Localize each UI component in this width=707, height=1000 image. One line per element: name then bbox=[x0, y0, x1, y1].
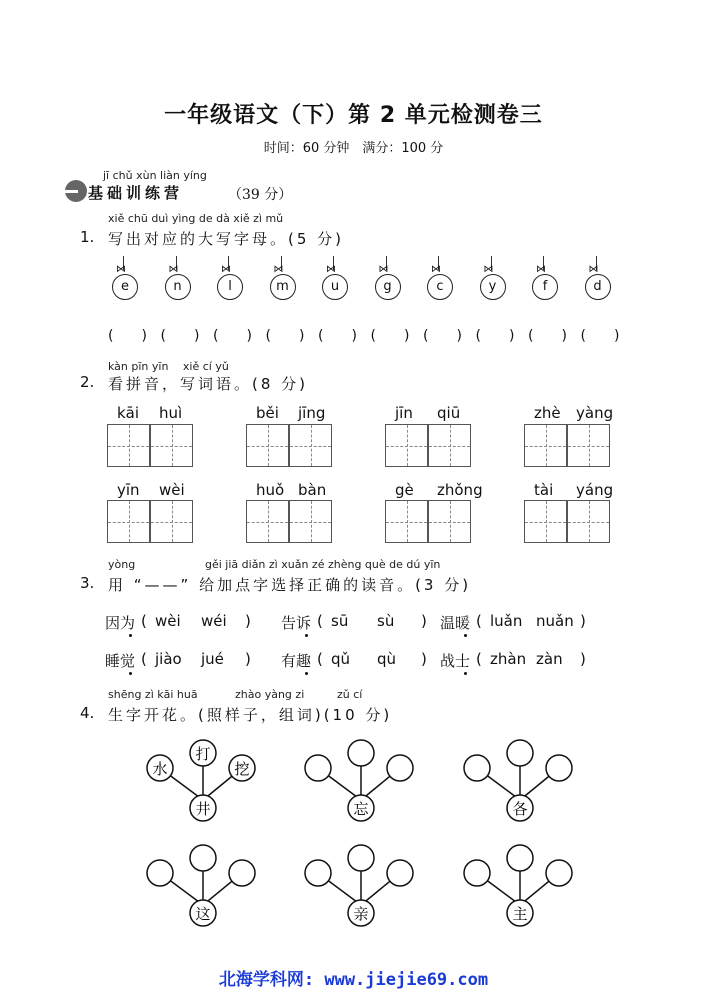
petal-circle bbox=[507, 740, 533, 766]
reading-option-2: qù bbox=[377, 650, 397, 668]
answer-paren: ( ) bbox=[370, 328, 410, 344]
word-pinyin-1: zhè bbox=[534, 404, 561, 422]
q4-pinyin-c: zǔ cí bbox=[337, 688, 363, 701]
petal-circle bbox=[305, 860, 331, 886]
bow-icon: ⋈ bbox=[273, 264, 284, 275]
reading-option-2: nuǎn bbox=[536, 612, 574, 630]
center-char: 井 bbox=[195, 800, 211, 818]
letter-ball: e bbox=[112, 274, 138, 300]
page-title: 一年级语文（下）第 2 单元检测卷三 bbox=[164, 103, 543, 128]
petal-circle bbox=[348, 845, 374, 871]
choice-word: 有趣 bbox=[281, 652, 312, 670]
reading-option-2: zàn bbox=[536, 650, 563, 668]
letter-ball: l bbox=[217, 274, 243, 300]
word-pinyin-2: yáng bbox=[576, 481, 614, 499]
petal-circle bbox=[305, 755, 331, 781]
paren-close: ) bbox=[580, 650, 586, 668]
center-char: 忘 bbox=[353, 800, 369, 818]
petal-circle bbox=[190, 845, 216, 871]
word-pinyin-2: zhǒng bbox=[437, 481, 483, 499]
paren-open: ( bbox=[317, 650, 323, 668]
word-pinyin-1: tài bbox=[534, 481, 554, 499]
answer-paren: ( ) bbox=[528, 328, 567, 344]
center-char: 这 bbox=[195, 905, 211, 923]
paren-open: ( bbox=[141, 612, 147, 630]
answer-paren: ( ) bbox=[213, 328, 252, 344]
bow-icon: ⋈ bbox=[431, 264, 441, 275]
letter-ball: n bbox=[165, 274, 191, 300]
q4-pinyin-a: shēng zì kāi huā bbox=[108, 688, 198, 701]
petal-char: 水 bbox=[152, 760, 168, 778]
reading-option-2: jué bbox=[201, 650, 224, 668]
answer-paren: ( ) bbox=[265, 328, 305, 344]
choice-word: 温暖 bbox=[440, 614, 471, 632]
word-pinyin-2: qiū bbox=[437, 404, 461, 422]
q1-number: 1. bbox=[80, 228, 95, 246]
answer-paren: ( ) bbox=[423, 328, 462, 344]
bow-icon: ⋈ bbox=[483, 264, 494, 275]
paren-open: ( bbox=[317, 612, 323, 630]
q3-text: 用 “——” 给加点字选择正确的读音。(3 分) bbox=[108, 576, 472, 594]
q2-number: 2. bbox=[80, 373, 95, 391]
petal-char: 挖 bbox=[234, 760, 250, 778]
paren-close: ) bbox=[421, 612, 427, 630]
petal-circle bbox=[464, 860, 490, 886]
answer-paren: ( ) bbox=[580, 328, 620, 344]
exam-time-score: 时间：60 分钟 满分：100 分 bbox=[263, 141, 444, 156]
q4-number: 4. bbox=[80, 704, 95, 722]
bow-icon: ⋈ bbox=[221, 264, 231, 275]
section-title: 基础训练营 bbox=[88, 184, 184, 202]
word-pinyin-1: gè bbox=[395, 481, 414, 499]
answer-paren: ( ) bbox=[160, 328, 200, 344]
bow-icon: ⋈ bbox=[588, 264, 599, 275]
petal-circle bbox=[546, 755, 572, 781]
word-pinyin-2: huì bbox=[159, 404, 183, 422]
reading-option-1: qǔ bbox=[331, 650, 351, 668]
word-pinyin-2: jīng bbox=[298, 404, 326, 422]
q3-pinyin-a: yòng bbox=[108, 558, 136, 571]
reading-option-1: zhàn bbox=[490, 650, 527, 668]
paren-close: ) bbox=[245, 612, 251, 630]
letter-ball: c bbox=[427, 274, 453, 300]
petal-circle bbox=[507, 845, 533, 871]
choice-word: 战士 bbox=[440, 652, 471, 670]
section-score: （39 分） bbox=[228, 187, 293, 203]
q1-text: 写出对应的大写字母。(5 分) bbox=[108, 230, 345, 248]
choice-word: 因为 bbox=[105, 614, 136, 632]
section-title-pinyin: jī chǔ xùn liàn yíng bbox=[103, 169, 207, 182]
petal-circle bbox=[546, 860, 572, 886]
petal-circle bbox=[387, 860, 413, 886]
reading-option-2: wéi bbox=[201, 612, 227, 630]
word-pinyin-1: běi bbox=[256, 404, 279, 422]
q1-pinyin: xiě chū duì yìng de dà xiě zì mǔ bbox=[108, 212, 284, 225]
reading-option-1: wèi bbox=[155, 612, 181, 630]
answer-paren: ( ) bbox=[318, 328, 357, 344]
bow-icon: ⋈ bbox=[168, 264, 179, 275]
center-char: 各 bbox=[512, 800, 528, 818]
q2-pinyin: kàn pīn yīn xiě cí yǔ bbox=[108, 360, 229, 373]
word-pinyin-2: wèi bbox=[159, 481, 185, 499]
q4-pinyin-b: zhào yàng zi bbox=[235, 688, 305, 701]
footer-website: 北海学科网: www.jiejie69.com bbox=[218, 970, 489, 990]
reading-option-1: jiào bbox=[155, 650, 182, 668]
reading-option-1: sū bbox=[331, 612, 349, 630]
paren-close: ) bbox=[580, 612, 586, 630]
bow-icon: ⋈ bbox=[378, 264, 389, 275]
paren-open: ( bbox=[476, 612, 482, 630]
choice-word: 告诉 bbox=[281, 614, 312, 632]
letter-ball: d bbox=[585, 274, 611, 300]
bow-icon: ⋈ bbox=[326, 264, 336, 275]
petal-circle bbox=[464, 755, 490, 781]
q2-text: 看拼音，写词语。(8 分) bbox=[108, 375, 309, 393]
center-char: 主 bbox=[512, 905, 528, 923]
bow-icon: ⋈ bbox=[116, 264, 126, 275]
word-pinyin-1: kāi bbox=[117, 404, 140, 422]
q3-pinyin-b: gěi jiā diǎn zì xuǎn zé zhèng què de dú yīn bbox=[205, 558, 441, 571]
word-pinyin-2: bàn bbox=[298, 481, 327, 499]
letter-ball: g bbox=[375, 274, 401, 300]
word-pinyin-2: yàng bbox=[576, 404, 614, 422]
letter-ball: f bbox=[532, 274, 558, 300]
choice-word: 睡觉 bbox=[105, 652, 136, 670]
letter-ball: m bbox=[270, 274, 296, 300]
petal-circle bbox=[387, 755, 413, 781]
paren-open: ( bbox=[141, 650, 147, 668]
q3-number: 3. bbox=[80, 574, 95, 592]
paren-open: ( bbox=[476, 650, 482, 668]
petal-circle bbox=[348, 740, 374, 766]
q4-text: 生字开花。(照样子，组词)(10 分) bbox=[108, 706, 393, 724]
paren-close: ) bbox=[421, 650, 427, 668]
bow-icon: ⋈ bbox=[536, 264, 546, 275]
reading-option-1: luǎn bbox=[490, 612, 523, 630]
answer-paren: ( ) bbox=[108, 328, 147, 344]
word-pinyin-1: huǒ bbox=[256, 481, 285, 499]
petal-circle bbox=[147, 860, 173, 886]
word-pinyin-1: yīn bbox=[117, 481, 140, 499]
word-pinyin-1: jīn bbox=[395, 404, 413, 422]
paren-close: ) bbox=[245, 650, 251, 668]
letter-ball: y bbox=[480, 274, 506, 300]
answer-paren: ( ) bbox=[475, 328, 515, 344]
petal-circle bbox=[229, 860, 255, 886]
center-char: 亲 bbox=[353, 905, 369, 923]
petal-char: 打 bbox=[195, 745, 211, 763]
letter-ball: u bbox=[322, 274, 348, 300]
reading-option-2: sù bbox=[377, 612, 395, 630]
